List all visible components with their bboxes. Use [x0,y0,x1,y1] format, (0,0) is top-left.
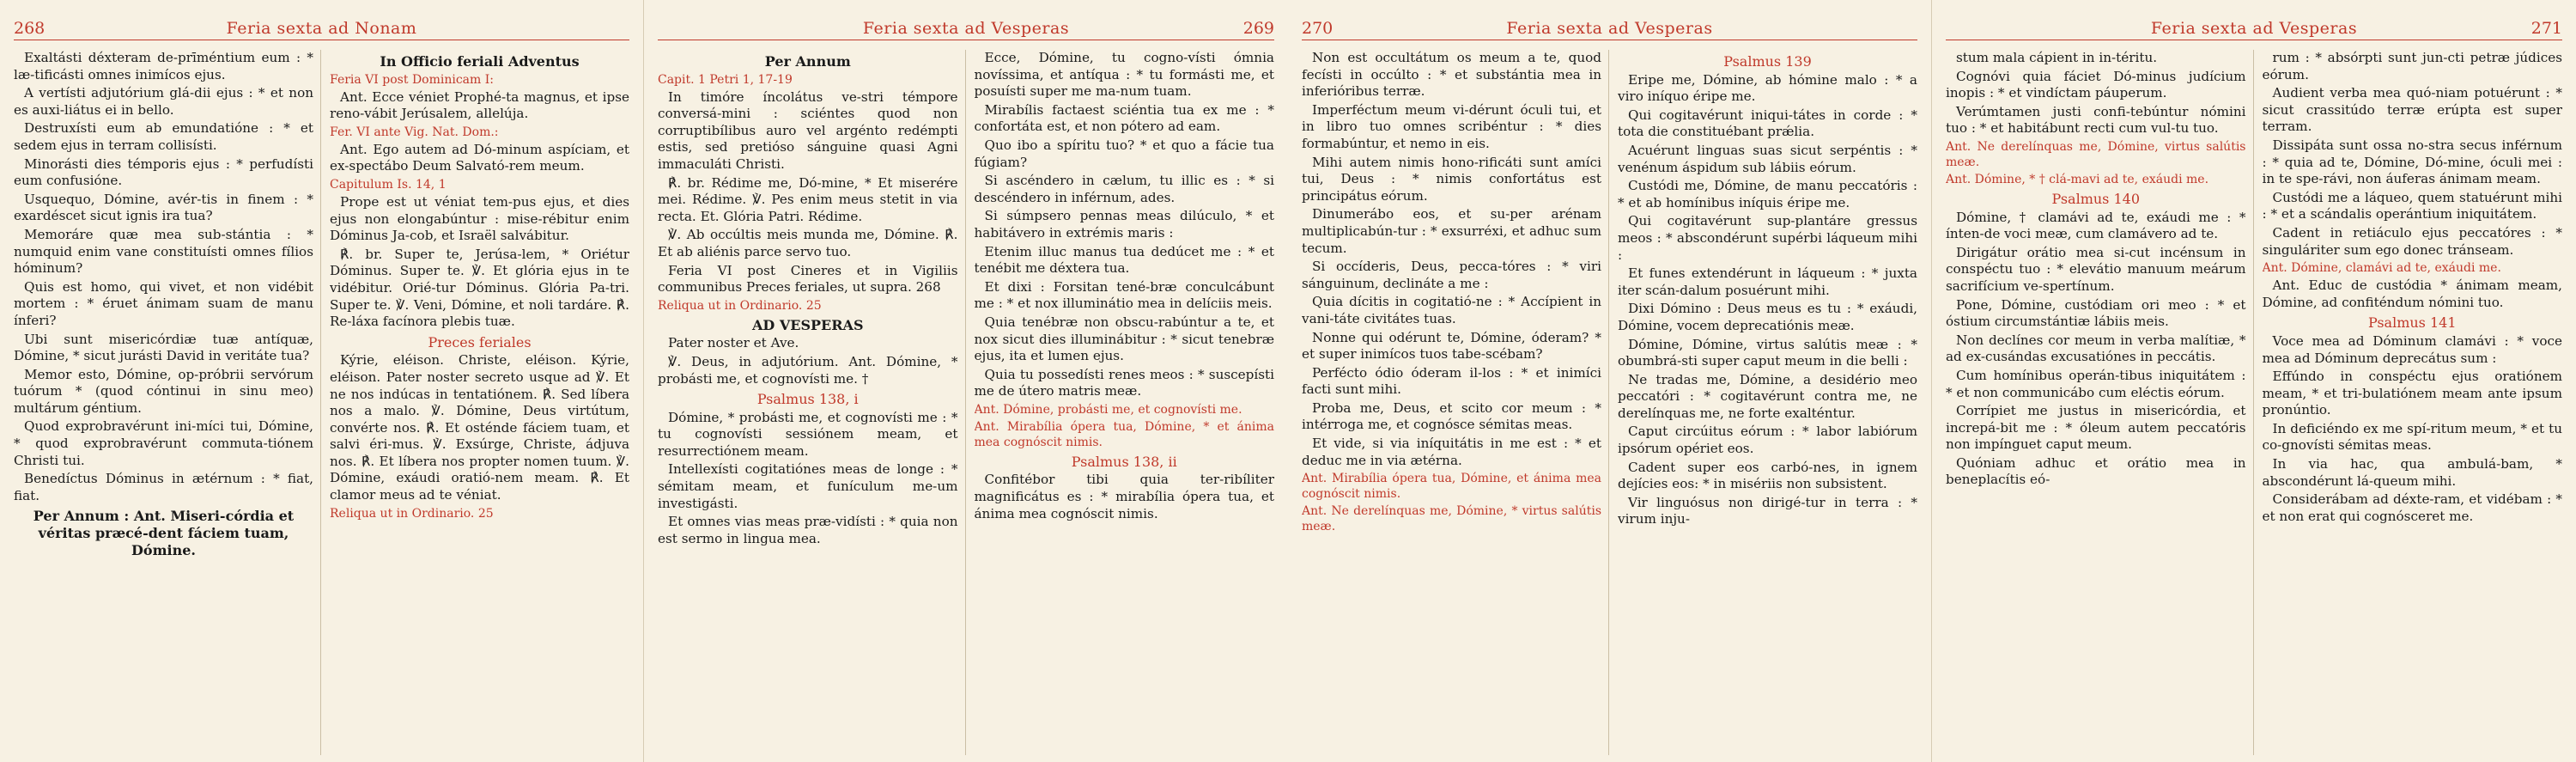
text-paragraph: Qui cogitavérunt iniqui-tátes in corde : * tota die constituébant prǽlia. [1618,107,1917,140]
text-paragraph: Qui cogitavérunt sup-plantáre gressus meos : * abscondérunt supérbi láqueum mihi : [1618,213,1917,263]
book-page [0,0,644,762]
text-paragraph: Confitébor tibi quia ter-ribíliter magnificátus es : * mirabília ópera tua, et ánima mea cognóscit nimis. [974,472,1274,521]
text-paragraph: Caput circúitus eórum : * labor labiórum ipsórum opériet eos. [1618,424,1917,457]
text-paragraph: Capitulum Is. 14, 1 [330,177,447,192]
text-paragraph: Cadent super eos carbó-nes, in ignem dejícies eos: * in misériis non subsistent. [1618,459,1917,492]
text-paragraph: Psalmus 139 [1723,53,1812,70]
text-paragraph: Prope est ut véniat tem-pus ejus, et dies ejus non elongabúntur : mise-rébitur enim Dóminus Ja-cob, et Israël salvábitur. [330,193,629,244]
text-paragraph: Intellexísti cogitatiónes meas de longe : * sémitam meam, et funículum me-um investigásti. [658,461,958,511]
text-paragraph: Effúndo in conspéctu ejus oratiónem meam, * et tri-bulatiónem meam ante ipsum pronúntio. [2262,369,2562,418]
text-paragraph: Imperféctum meum vi-dérunt óculi tui, et in libro tuo omnes scribéntur : * dies formabúntur, et nemo in eis. [1302,101,1601,151]
text-paragraph: Cadent in retiáculo ejus peccatóres : * singuláriter sum ego donec tránseam. [2262,224,2562,258]
text-paragraph: Ant. Mirabília ópera tua, Dómine, et ánima mea cognóscit nimis. [1302,472,1601,502]
text-paragraph: Destruxísti eum ab emundatióne : * et sedem ejus in terram collisísti. [14,120,313,153]
text-paragraph: Ant. Ne derelínquas me, Dómine, * virtus salútis meæ. [1302,504,1601,534]
text-paragraph: Nonne qui odérunt te, Dómine, óderam? * et super inimícos tuos tabe-scébam? [1302,329,1601,363]
text-column [330,50,629,755]
text-paragraph: A vertísti adjutórium glá-dii ejus : * et non es auxi-liátus ei in bello. [14,85,313,118]
text-paragraph: Ecce, Dómine, tu cogno-vísti ómnia novíssima, et antíqua : * tu formásti me, et posuísti super me ma-num tuam. [974,50,1274,100]
text-column [1618,50,1917,755]
page-number: 268 [14,19,46,38]
page-header [658,17,1274,40]
text-paragraph: Non est occultátum os meum a te, quod fecísti in occúlto : * et substántia mea in inferióribus terræ. [1302,50,1601,100]
text-paragraph: Ant. Mirabília ópera tua, Dómine, * et ánima mea cognóscit nimis. [974,419,1274,449]
text-paragraph: In Officio feriali Adventus [380,53,580,70]
text-paragraph: Psalmus 138, ii [1071,453,1177,470]
text-paragraph: Quia tu possedísti renes meos : * suscepísti me de útero matris meæ. [974,366,1274,399]
text-paragraph: In via hac, qua ambulá-bam, * abscondérunt lá-queum mihi. [2262,456,2562,489]
text-paragraph: AD VESPERAS [751,316,864,333]
text-paragraph: Dinumerábo eos, et su-per arénam multiplicabún-tur : * exsurréxi, et adhuc sum tecum. [1302,206,1601,256]
text-paragraph: Voce mea ad Dóminum clamávi : * voce mea ad Dóminum deprecátus sum : [2262,332,2562,366]
text-paragraph: ℟. br. Super te, Jerúsa-lem, * Oriétur Dóminus. Super te. ℣. Et glória ejus in te vidébitur. Orié-tur Dóminus. Glória Pa-tri. Super te. ℣. Veni, Dómine, et noli tardáre. ℟. Re-láxa facínora plebis tuæ. [330,246,629,330]
text-paragraph: Cognóvi quia fáciet Dó-minus judícium inopis : * et vindíctam páuperum. [1946,68,2246,101]
text-paragraph: Perfécto ódio óderam il-los : * et inimíci facti sunt mihi. [1302,364,1601,398]
text-paragraph: Dómine, Dómine, virtus salútis meæ : * obumbrá-sti super caput meum in die belli : [1618,336,1917,369]
text-paragraph: Audient verba mea quó-niam potuérunt : * sicut crassitúdo terræ erúpta est super terram. [2262,85,2562,135]
text-paragraph: Vir linguósus non dirigé-tur in terra : * virum inju- [1618,494,1917,527]
text-paragraph: Benedíctus Dóminus in ætérnum : * fiat, fiat. [14,471,313,503]
text-paragraph: Etenim illuc manus tua dedúcet me : * et tenébit me déxtera tua. [974,243,1274,277]
page-number: 269 [1242,19,1274,38]
text-paragraph: Non declínes cor meum in verba malítiæ, * ad ex-cusándas excusatiónes in peccátis. [1946,332,2246,365]
text-paragraph: Psalmus 140 [2051,190,2140,207]
text-paragraph: Pone, Dómine, custódiam ori meo : * et óstium circumstántiæ lábiis meis. [1946,296,2246,330]
page-header [14,17,629,40]
text-paragraph: Ant. Ego autem ad Dó-minum aspíciam, et ex-spectábo Deum Salvató-rem meum. [330,141,629,174]
page-header [1302,17,1917,40]
text-paragraph: Et omnes vias meas præ-vidísti : * quia non est sermo in lingua mea. [658,514,958,546]
text-paragraph: Cum homínibus operán-tibus iniquitátem : * et non communicábo cum eléctis eórum. [1946,367,2246,400]
page-title: Feria sexta ad Nonam [226,19,417,38]
text-paragraph: Verúmtamen justi confi-tebúntur nómini tuo : * et habitábunt recti cum vul-tu tuo. [1946,103,2246,137]
text-paragraph: Dómine, * probásti me, et cognovísti me : * tu cognovísti sessiónem meam, et resurrectiónem meam. [658,409,958,459]
text-paragraph: Considerábam ad déxte-ram, et vidébam : * et non erat qui cognósceret me. [2262,491,2562,524]
text-paragraph: Feria VI post Dominicam I: [330,72,495,87]
text-paragraph: Quo ibo a spíritu tuo? * et quo a fácie tua fúgiam? [974,137,1274,170]
text-paragraph: Dómine, † clamávi ad te, exáudi me : * ínten-de voci meæ, cum clamávero ad te. [1946,209,2246,242]
text-paragraph: Mihi autem nimis hono-rificáti sunt amíci tui, Deus : * nimis confortátus est principátus eórum. [1302,154,1601,204]
text-paragraph: Si ascéndero in cælum, tu illic es : * si descéndero in inférnum, ades. [974,173,1274,205]
text-paragraph: Custódi me a láqueo, quem statuérunt mihi : * et a scándalis operántium iniquitátem. [2262,189,2562,223]
page-header [1946,17,2562,40]
text-paragraph: Ne tradas me, Dómine, a desidério meo peccatóri : * cogitavérunt contra me, ne derelínquas me, ne forte exalténtur. [1618,371,1917,421]
text-paragraph: Reliqua ut in Ordinario. 25 [330,506,494,521]
text-paragraph: Per Annum [764,53,851,70]
text-paragraph: Memoráre quæ mea sub-stántia : * numquid enim vane constituísti omnes fílios hóminum? [14,226,313,277]
text-paragraph: Minorásti dies témporis ejus : * perfudísti eum confusióne. [14,155,313,189]
text-paragraph: In timóre íncolátus ve-stri témpore conversá-mini : sciéntes quod non corruptibílibus auro vel argénto redémpti estis, sed pretióso sánguine quasi Agni immaculáti Christi. [658,88,958,172]
text-paragraph: ℟. br. Rédime me, Dó-mine, * Et miserére mei. Rédime. ℣. Pes enim meus stetit in via recta. Et. Glória Patri. Rédime. [658,174,958,224]
text-paragraph: stum mala cápient in in-téritu. [1956,50,2158,65]
text-paragraph: Feria VI post Cineres et in Vigiliis communibus Preces feriales, ut supra. 268 [658,262,958,296]
text-paragraph: Quod exprobravérunt ini-míci tui, Dómine, * quod exprobravérunt commuta-tiónem Christi tui. [14,418,313,468]
text-paragraph: Corrípiet me justus in misericórdia, et increpá-bit me : * óleum autem peccatóris non impínguet caput meum. [1946,403,2246,453]
text-paragraph: ℣. Ab occúltis meis munda me, Dómine. ℟. Et ab aliénis parce servo tuo. [658,227,958,259]
text-paragraph: Psalmus 141 [2367,314,2457,332]
book-page [644,0,1288,762]
text-paragraph: Ant. Ne derelínquas me, Dómine, virtus salútis meæ. [1946,139,2246,169]
text-paragraph: Acuérunt linguas suas sicut serpéntis : * venénum áspidum sub lábiis eórum. [1618,142,1917,175]
text-paragraph: rum : * absórpti sunt jun-cti petræ júdices eórum. [2262,50,2562,82]
text-paragraph: Dixi Dómino : Deus meus es tu : * exáudi, Dómine, vocem deprecatiónis meæ. [1618,301,1917,333]
text-paragraph: Custódi me, Dómine, de manu peccatóris : * et ab homínibus iníquis éripe me. [1618,178,1917,210]
text-column [658,50,966,755]
text-paragraph: Exaltásti déxteram de-prīméntium eum : * læ-tificásti omnes inimícos ejus. [14,50,313,82]
text-paragraph: Ubi sunt misericórdiæ tuæ antíquæ, Dómine, * sicut jurásti David in veritáte tua? [14,331,313,364]
text-paragraph: Fer. VI ante Vig. Nat. Dom.: [330,125,499,139]
text-paragraph: Si occíderis, Deus, pecca-tóres : * viri sánguinum, declináte a me : [1302,259,1601,291]
text-paragraph: Si súmpsero pennas meas dilúculo, * et habitávero in extrémis maris : [974,208,1274,241]
text-paragraph: In deficiéndo ex me spí-ritum meum, * et tu co-gnovísti sémitas meas. [2262,420,2562,454]
text-paragraph: Per Annum : Ant. Miseri-córdia et véritas præcé-dent fáciem tuam, Dómine. [33,508,295,558]
text-paragraph: Capit. 1 Petri 1, 17-19 [658,72,793,87]
text-paragraph: Proba me, Deus, et scito cor meum : * intérroga me, et cognósce sémitas meas. [1302,399,1601,433]
text-paragraph: Quia dícitis in cogitatió-ne : * Accípient in vani-táte civitátes tuas. [1302,294,1601,326]
text-paragraph: Ant. Dómine, probásti me, et cognovísti me. [974,402,1242,417]
page-number: 271 [2530,19,2562,38]
text-paragraph: Ant. Dómine, * † clá-mavi ad te, exáudi me. [1946,172,2209,186]
page-title: Feria sexta ad Vesperas [862,19,1070,38]
page-number: 270 [1302,19,1334,38]
text-paragraph: Et funes extendérunt in láqueum : * juxta iter scán-dalum posuérunt mihi. [1618,265,1917,298]
text-paragraph: Ant. Dómine, clamávi ad te, exáudi me. [2262,261,2501,276]
text-paragraph: Quia tenébræ non obscu-rabúntur a te, et nox sicut dies illuminábitur : * sicut tenebræ ejus, ita et lumen ejus. [974,314,1274,364]
text-paragraph: Dissipáta sunt ossa no-stra secus inférnum : * quia ad te, Dómine, Dó-mine, óculi mei : in te spe-rávi, non áuferas ánimam meam. [2262,137,2562,187]
text-column [14,50,321,755]
page-title: Feria sexta ad Vesperas [2150,19,2358,38]
text-paragraph: Psalmus 138, i [756,391,859,408]
book-spread [1288,0,2576,762]
text-paragraph: Ant. Ecce véniet Prophé-ta magnus, et ipse reno-vábit Jerúsalem, allelúja. [330,88,629,122]
book-page [1288,0,1932,762]
text-paragraph: Pater noster et Ave. [668,335,799,351]
text-paragraph: Et vide, si via iníquitátis in me est : * et deduc me in via ætérna. [1302,436,1601,468]
text-column [2263,50,2563,755]
text-paragraph: ℣. Deus, in adjutórium. Ant. Dómine, * probásti me, et cognovísti me. † [658,353,958,387]
text-paragraph: Preces feriales [428,333,532,351]
text-column [1302,50,1609,755]
text-paragraph: Et dixi : Forsitan tené-bræ conculcábunt me : * et nox illuminátio mea in delíciis meis. [974,278,1274,312]
book-page [1932,0,2576,762]
text-column [1946,50,2254,755]
text-column [975,50,1275,755]
text-paragraph: Quóniam adhuc et orátio mea in beneplacítis eó- [1946,454,2246,488]
text-paragraph: Memor esto, Dómine, op-próbrii servórum tuórum * (quod cóntinui in sinu meo) multárum géntium. [14,366,313,416]
text-paragraph: Reliqua ut in Ordinario. 25 [658,298,822,313]
text-paragraph: Quis est homo, qui vivet, et non vidébit mortem : * éruet ánimam suam de manu ínferi? [14,278,313,328]
text-paragraph: Mirabílis factaest sciéntia tua ex me : * confortáta est, et non pótero ad eam. [974,101,1274,135]
page-title: Feria sexta ad Vesperas [1506,19,1713,38]
text-paragraph: Eripe me, Dómine, ab hómine malo : * a viro iníquo éripe me. [1618,71,1917,105]
text-paragraph: Ant. Educ de custódia * ánimam meam, Dómine, ad confiténdum nómini tuo. [2262,277,2562,310]
text-paragraph: Dirigátur orátio mea si-cut incénsum in conspéctu tuo : * elevátio manuum meárum sacrifícium ve-spertínum. [1946,244,2246,294]
text-paragraph: Kýrie, eléison. Christe, eléison. Kýrie, eléison. Pater noster secreto usque ad ℣. Et ne nos indúcas in tentatiónem. ℟. Sed líbera nos a malo. ℣. Dómine, Deus virtútum, convérte nos. ℟. Et osténde fáciem tuam, et salvi éri-mus. ℣. Exsúrge, Christe, ádjuva nos. ℟. Et líbera nos propter nomen tuum. ℣. Dómine, exáudi oratió-nem meam. ℟. Et clamor meus ad te véniat. [330,352,629,503]
text-paragraph: Usquequo, Dómine, avér-tis in finem : * exardéscet sicut ignis ira tua? [14,191,313,224]
